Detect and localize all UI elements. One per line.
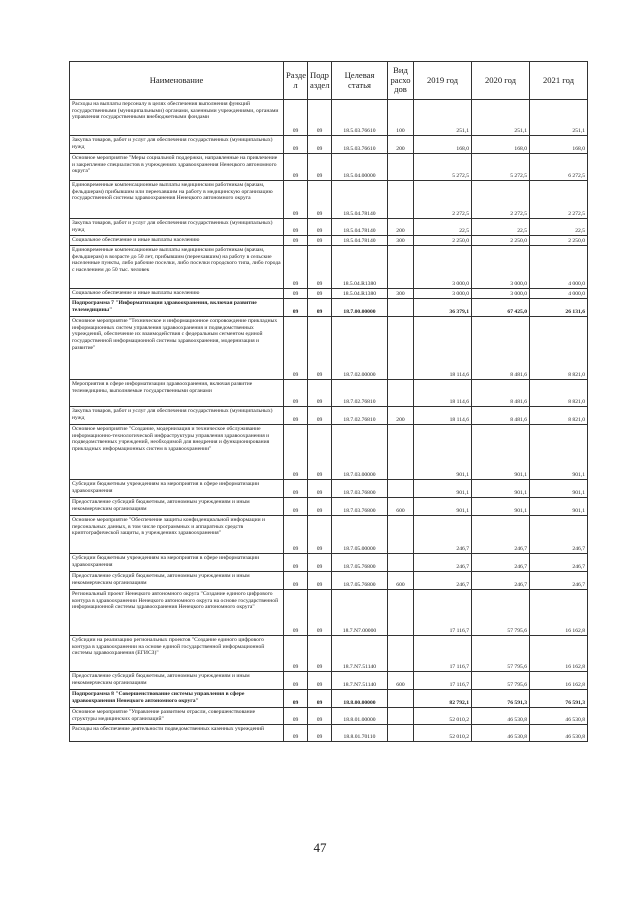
- table-cell-2019: 52 010,2: [414, 725, 472, 742]
- table-cell-section: 09: [284, 299, 308, 317]
- table-cell-target-item: 18.7.05.76800: [332, 572, 388, 590]
- table-cell-2019: 18 114,6: [414, 317, 472, 380]
- table-cell-2020: 67 425,0: [472, 299, 530, 317]
- table-cell-subsection: 09: [308, 636, 332, 672]
- table-cell-target-item: 18.5.04.00000: [332, 154, 388, 181]
- table-cell-target-item: 18.7.N7.51140: [332, 636, 388, 672]
- table-cell-2019: 168,0: [414, 136, 472, 154]
- table-cell-subsection: 09: [308, 246, 332, 289]
- table-cell-2021: 8 821,0: [530, 317, 588, 380]
- table-cell-name: Закупка товаров, работ и услуг для обеспечения государственных (муниципальных) нужд: [70, 219, 284, 236]
- table-cell-2019: 18 114,6: [414, 407, 472, 425]
- budget-table: [69, 61, 588, 742]
- table-cell-name: Основное мероприятие "Управление развитием отрасли, совершенствование структуры медицинских организаций": [70, 708, 284, 725]
- table-cell-name: Предоставление субсидий бюджетным, автономным учреждениям и иным некоммерческим организациям: [70, 572, 284, 590]
- table-row: [70, 100, 588, 136]
- table-cell-expense-type: [388, 480, 414, 498]
- table-row: [70, 708, 588, 725]
- table-row: [70, 236, 588, 246]
- table-cell-section: 09: [284, 246, 308, 289]
- table-cell-expense-type: [388, 636, 414, 672]
- table-cell-expense-type: [388, 516, 414, 554]
- table-cell-section: 09: [284, 181, 308, 219]
- table-cell-target-item: 18.7.02.00000: [332, 317, 388, 380]
- table-cell-expense-type: [388, 154, 414, 181]
- table-cell-subsection: 09: [308, 289, 332, 299]
- table-row: [70, 317, 588, 380]
- table-cell-2019: 3 000,0: [414, 289, 472, 299]
- table-cell-subsection: 09: [308, 690, 332, 708]
- table-row: [70, 289, 588, 299]
- table-cell-target-item: 18.5.03.76610: [332, 100, 388, 136]
- table-cell-expense-type: 100: [388, 100, 414, 136]
- table-cell-section: 09: [284, 708, 308, 725]
- table-row: [70, 636, 588, 672]
- table-cell-target-item: 18.5.04.R1380: [332, 246, 388, 289]
- table-cell-2021: 16 162,8: [530, 636, 588, 672]
- table-row: [70, 299, 588, 317]
- table-cell-2021: 8 821,0: [530, 407, 588, 425]
- table-row: [70, 136, 588, 154]
- table-cell-expense-type: [388, 590, 414, 636]
- table-cell-target-item: 18.7.03.76800: [332, 498, 388, 516]
- table-cell-2020: 57 795,6: [472, 672, 530, 690]
- table-cell-name: Субсидии бюджетным учреждениям на мероприятия в сфере информатизации здравоохранения: [70, 554, 284, 572]
- header-subsection: Подр аздел: [308, 62, 332, 100]
- table-cell-target-item: 18.5.04.78140: [332, 236, 388, 246]
- table-cell-subsection: 09: [308, 236, 332, 246]
- table-cell-2020: 901,1: [472, 498, 530, 516]
- table-cell-subsection: 09: [308, 100, 332, 136]
- table-cell-2020: 8 481,6: [472, 317, 530, 380]
- table-cell-2020: 5 272,5: [472, 154, 530, 181]
- table-row: [70, 154, 588, 181]
- table-row: [70, 572, 588, 590]
- table-cell-expense-type: 200: [388, 219, 414, 236]
- table-row: [70, 219, 588, 236]
- table-cell-subsection: 09: [308, 572, 332, 590]
- table-cell-2020: 8 481,6: [472, 407, 530, 425]
- table-cell-name: Предоставление субсидий бюджетным, автономным учреждениям и иным некоммерческим организациям: [70, 498, 284, 516]
- table-cell-section: 09: [284, 154, 308, 181]
- table-cell-2019: 901,1: [414, 498, 472, 516]
- header-target-item: Целевая статья: [332, 62, 388, 100]
- table-cell-section: 09: [284, 289, 308, 299]
- table-cell-expense-type: [388, 554, 414, 572]
- table-cell-2020: 46 530,8: [472, 708, 530, 725]
- table-cell-2021: 76 591,3: [530, 690, 588, 708]
- table-cell-expense-type: 600: [388, 572, 414, 590]
- table-cell-expense-type: [388, 181, 414, 219]
- table-cell-name: Социальное обеспечение и иные выплаты населению: [70, 289, 284, 299]
- table-cell-expense-type: [388, 725, 414, 742]
- table-cell-2020: 246,7: [472, 516, 530, 554]
- table-cell-section: 09: [284, 480, 308, 498]
- table-row: [70, 554, 588, 572]
- table-row: [70, 690, 588, 708]
- table-row: [70, 425, 588, 480]
- table-cell-section: 09: [284, 407, 308, 425]
- table-row: [70, 246, 588, 289]
- table-cell-target-item: 18.8.00.00000: [332, 690, 388, 708]
- table-cell-2020: 901,1: [472, 425, 530, 480]
- table-cell-target-item: 18.7.00.00000: [332, 299, 388, 317]
- table-cell-2020: 57 795,6: [472, 636, 530, 672]
- table-cell-target-item: 18.8.01.00000: [332, 708, 388, 725]
- table-cell-expense-type: [388, 690, 414, 708]
- table-cell-target-item: 18.8.01.70110: [332, 725, 388, 742]
- table-cell-2020: 2 272,5: [472, 181, 530, 219]
- table-cell-section: 09: [284, 219, 308, 236]
- table-cell-expense-type: [388, 425, 414, 480]
- table-cell-2021: 2 272,5: [530, 181, 588, 219]
- table-cell-2019: 17 116,7: [414, 672, 472, 690]
- table-cell-expense-type: [388, 708, 414, 725]
- header-2019: 2019 год: [414, 62, 472, 100]
- table-cell-target-item: 18.7.02.76810: [332, 407, 388, 425]
- table-cell-2021: 4 000,0: [530, 289, 588, 299]
- table-cell-2021: 26 131,6: [530, 299, 588, 317]
- table-row: [70, 407, 588, 425]
- table-cell-name: Расходы на выплаты персоналу в целях обеспечения выполнения функций государственными (муниципальными) органами, казенными учреждениями, органами управления государственными внебюджетными фондами: [70, 100, 284, 136]
- table-cell-section: 09: [284, 236, 308, 246]
- table-cell-subsection: 09: [308, 480, 332, 498]
- table-cell-section: 09: [284, 636, 308, 672]
- table-cell-section: 09: [284, 572, 308, 590]
- table-cell-2021: 22,5: [530, 219, 588, 236]
- table-cell-name: Основное мероприятие "Меры социальной поддержки, направленные на привлечение и закрепление специалистов в учреждениях здравоохранения Ненецкого автономного округа": [70, 154, 284, 181]
- table-cell-expense-type: 200: [388, 136, 414, 154]
- table-cell-2021: 246,7: [530, 554, 588, 572]
- header-2021: 2021 год: [530, 62, 588, 100]
- page-number: 47: [313, 840, 327, 855]
- table-cell-2020: 251,1: [472, 100, 530, 136]
- table-cell-subsection: 09: [308, 154, 332, 181]
- table-cell-section: 09: [284, 380, 308, 407]
- table-cell-section: 09: [284, 498, 308, 516]
- table-cell-expense-type: 600: [388, 498, 414, 516]
- table-cell-subsection: 09: [308, 554, 332, 572]
- table-row: [70, 498, 588, 516]
- table-cell-section: 09: [284, 425, 308, 480]
- table-cell-2019: 18 114,6: [414, 380, 472, 407]
- table-cell-2021: 16 162,8: [530, 590, 588, 636]
- header-2020: 2020 год: [472, 62, 530, 100]
- table-cell-target-item: 18.7.03.76800: [332, 480, 388, 498]
- table-cell-2021: 246,7: [530, 572, 588, 590]
- table-cell-2019: 82 792,1: [414, 690, 472, 708]
- table-cell-2020: 8 481,6: [472, 380, 530, 407]
- table-cell-subsection: 09: [308, 425, 332, 480]
- table-cell-name: Предоставление субсидий бюджетным, автономным учреждениям и иным некоммерческим организациям: [70, 672, 284, 690]
- table-cell-name: Подпрограмма 7 "Информатизация здравоохранения, включая развитие телемедицины": [70, 299, 284, 317]
- table-cell-2020: 46 530,8: [472, 725, 530, 742]
- table-cell-name: Основное мероприятие "Техническое и информационное сопровождение прикладных информационных систем управления здравоохранения и подведомственных учреждений, обеспечение их взаимодействия с федеральным сегментом единой государственной информационной системы здравоохранения, модернизация и развитие": [70, 317, 284, 380]
- table-row: [70, 516, 588, 554]
- table-cell-expense-type: 300: [388, 289, 414, 299]
- table-cell-2019: 17 116,7: [414, 636, 472, 672]
- table-cell-target-item: 18.7.N7.00000: [332, 590, 388, 636]
- table-cell-2019: 251,1: [414, 100, 472, 136]
- table-cell-2020: 3 000,0: [472, 289, 530, 299]
- table-cell-2021: 4 000,0: [530, 246, 588, 289]
- table-cell-2021: 901,1: [530, 498, 588, 516]
- table-cell-subsection: 09: [308, 136, 332, 154]
- table-cell-2020: 901,1: [472, 480, 530, 498]
- table-cell-subsection: 09: [308, 181, 332, 219]
- table-cell-target-item: 18.5.03.76610: [332, 136, 388, 154]
- table-cell-name: Социальное обеспечение и иные выплаты населению: [70, 236, 284, 246]
- table-cell-expense-type: [388, 246, 414, 289]
- budget-table-sheet: [69, 61, 587, 742]
- table-cell-target-item: 18.7.03.00000: [332, 425, 388, 480]
- table-row: [70, 380, 588, 407]
- table-cell-2019: 246,7: [414, 554, 472, 572]
- table-cell-section: 09: [284, 100, 308, 136]
- table-cell-name: Закупка товаров, работ и услуг для обеспечения государственных (муниципальных) нужд: [70, 136, 284, 154]
- table-cell-2021: 251,1: [530, 100, 588, 136]
- table-cell-name: Мероприятия в сфере информатизации здравоохранения, включая развитие телемедицины, выполняемые государственными органами: [70, 380, 284, 407]
- table-cell-name: Подпрограмма 8 "Совершенствование системы управления в сфере здравоохранения Ненецкого автономного округа": [70, 690, 284, 708]
- table-cell-2020: 246,7: [472, 554, 530, 572]
- header-expense-type: Вид расхо дов: [388, 62, 414, 100]
- table-cell-2021: 8 821,0: [530, 380, 588, 407]
- table-cell-2021: 246,7: [530, 516, 588, 554]
- table-cell-subsection: 09: [308, 725, 332, 742]
- table-cell-subsection: 09: [308, 498, 332, 516]
- table-cell-name: Региональный проект Ненецкого автономного округа "Создание единого цифрового контура в здравоохранении Ненецкого автономного округа на основе государственной информационной системы здравоохранения Ненецкого автономного округа": [70, 590, 284, 636]
- table-cell-section: 09: [284, 590, 308, 636]
- header-section: Разде л: [284, 62, 308, 100]
- table-cell-subsection: 09: [308, 407, 332, 425]
- table-cell-2019: 36 379,1: [414, 299, 472, 317]
- table-cell-expense-type: [388, 317, 414, 380]
- table-cell-2021: 16 162,8: [530, 672, 588, 690]
- table-cell-section: 09: [284, 516, 308, 554]
- table-cell-target-item: 18.5.04.78140: [332, 181, 388, 219]
- table-cell-name: Субсидии бюджетным учреждениям на мероприятия в сфере информатизации здравоохранения: [70, 480, 284, 498]
- table-cell-2020: 2 250,0: [472, 236, 530, 246]
- table-cell-2021: 2 250,0: [530, 236, 588, 246]
- table-cell-section: 09: [284, 690, 308, 708]
- table-cell-2020: 57 795,6: [472, 590, 530, 636]
- table-cell-2020: 76 591,3: [472, 690, 530, 708]
- table-cell-section: 09: [284, 672, 308, 690]
- table-cell-subsection: 09: [308, 219, 332, 236]
- table-cell-target-item: 18.5.04.78140: [332, 219, 388, 236]
- table-header-row: [70, 62, 588, 100]
- table-cell-target-item: 18.7.05.00000: [332, 516, 388, 554]
- table-cell-2020: 22,5: [472, 219, 530, 236]
- table-cell-subsection: 09: [308, 317, 332, 380]
- table-cell-2019: 52 010,2: [414, 708, 472, 725]
- table-cell-expense-type: [388, 380, 414, 407]
- table-cell-section: 09: [284, 725, 308, 742]
- table-cell-2021: 46 530,8: [530, 725, 588, 742]
- table-cell-expense-type: 200: [388, 407, 414, 425]
- table-cell-subsection: 09: [308, 672, 332, 690]
- table-cell-expense-type: 300: [388, 236, 414, 246]
- table-cell-name: Субсидии на реализацию региональных проектов "Создание единого цифрового контура в здравоохранении на основе единой государственной информационной системы здравоохранения (ЕГИСЗ)": [70, 636, 284, 672]
- table-cell-2020: 3 000,0: [472, 246, 530, 289]
- table-cell-name: Основное мероприятие "Обеспечение защиты конфиденциальной информации и персональных данных, в том числе программных и аппаратных средств криптографической защиты, в учреждениях здравоохранения": [70, 516, 284, 554]
- table-cell-2019: 22,5: [414, 219, 472, 236]
- header-name: Наименование: [70, 62, 284, 100]
- table-row: [70, 725, 588, 742]
- table-cell-2021: 46 530,8: [530, 708, 588, 725]
- table-cell-name: Единовременные компенсационные выплаты медицинским работникам (врачам, фельдшерам) в возрасте до 50 лет, прибывшим (переехавшим) на работу в сельские населенные пункты, либо рабочие поселки, либо поселки городского типа, либо города с населением до 50 тыс. человек: [70, 246, 284, 289]
- table-cell-2021: 6 272,5: [530, 154, 588, 181]
- table-cell-2019: 17 116,7: [414, 590, 472, 636]
- table-cell-target-item: 18.7.N7.51140: [332, 672, 388, 690]
- table-row: [70, 181, 588, 219]
- table-cell-2019: 901,1: [414, 425, 472, 480]
- table-cell-2021: 168,0: [530, 136, 588, 154]
- table-cell-target-item: 18.5.04.R1380: [332, 289, 388, 299]
- table-row: [70, 672, 588, 690]
- table-cell-section: 09: [284, 136, 308, 154]
- table-cell-2019: 2 250,0: [414, 236, 472, 246]
- table-cell-2019: 3 000,0: [414, 246, 472, 289]
- table-cell-name: Закупка товаров, работ и услуг для обеспечения государственных (муниципальных) нужд: [70, 407, 284, 425]
- table-cell-2021: 901,1: [530, 425, 588, 480]
- table-cell-2021: 901,1: [530, 480, 588, 498]
- table-cell-name: Расходы на обеспечение деятельности подведомственных казенных учреждений: [70, 725, 284, 742]
- table-cell-2019: 246,7: [414, 516, 472, 554]
- table-cell-subsection: 09: [308, 299, 332, 317]
- table-cell-2020: 246,7: [472, 572, 530, 590]
- table-row: [70, 590, 588, 636]
- table-cell-name: Единовременные компенсационные выплаты медицинским работникам (врачам, фельдшерам) прибывшим или переехавшим на работу в медицинскую организацию государственной системы здравоохранения Ненецкого автономного округа: [70, 181, 284, 219]
- table-cell-section: 09: [284, 317, 308, 380]
- table-body: [70, 100, 588, 742]
- table-cell-subsection: 09: [308, 708, 332, 725]
- table-cell-name: Основное мероприятие "Создание, модернизация и техническое обслуживание информационно-технологической инфраструктуры управления здравоохранения и подведомственных учреждений, необходимой для внедрения и функционирования прикладных информационных систем в здравоохранении": [70, 425, 284, 480]
- table-cell-expense-type: [388, 299, 414, 317]
- table-cell-subsection: 09: [308, 516, 332, 554]
- table-cell-target-item: 18.7.02.76810: [332, 380, 388, 407]
- table-cell-subsection: 09: [308, 380, 332, 407]
- table-cell-2019: 246,7: [414, 572, 472, 590]
- table-cell-target-item: 18.7.05.76800: [332, 554, 388, 572]
- table-cell-2019: 901,1: [414, 480, 472, 498]
- table-cell-expense-type: 600: [388, 672, 414, 690]
- table-cell-section: 09: [284, 554, 308, 572]
- table-cell-2019: 5 272,5: [414, 154, 472, 181]
- table-cell-2020: 168,0: [472, 136, 530, 154]
- table-row: [70, 480, 588, 498]
- table-cell-subsection: 09: [308, 590, 332, 636]
- table-cell-2019: 2 272,5: [414, 181, 472, 219]
